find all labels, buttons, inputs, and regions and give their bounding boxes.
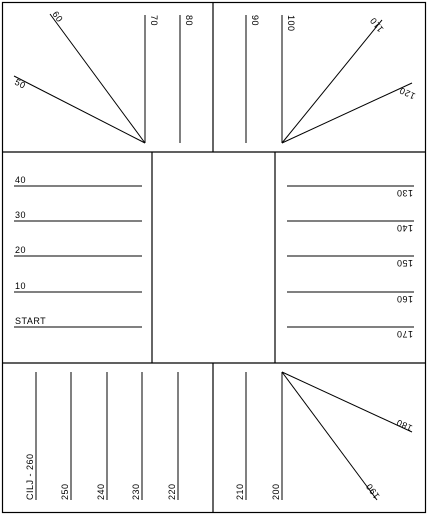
spot-90-label: 90 (250, 15, 260, 27)
spot-170-label: 170 (396, 329, 413, 339)
spot-110-label: 110 (367, 15, 386, 35)
spot-120-line (282, 83, 412, 143)
spot-60-label: 60 (50, 9, 65, 25)
spot-230-label: 230 (131, 483, 141, 500)
bottom-right-quadrant (235, 372, 414, 501)
spot-210-label: 210 (235, 483, 245, 500)
spot-160-label: 160 (396, 294, 413, 304)
spot-30-label: 30 (15, 210, 27, 220)
top-right-quadrant (246, 15, 417, 143)
finish-260-label: CILJ - 260 (25, 453, 35, 500)
spot-10-label: 10 (15, 281, 27, 291)
spot-240-label: 240 (96, 483, 106, 500)
spot-140-label: 140 (396, 223, 413, 233)
spot-20-label: 20 (15, 245, 27, 255)
right-panel (287, 186, 414, 339)
spot-200-label: 200 (271, 483, 281, 500)
outer-frame (3, 3, 426, 513)
spot-190-label: 190 (363, 481, 382, 501)
spot-120-label: 120 (397, 85, 417, 102)
spot-190-line (282, 372, 377, 500)
spot-110-line (282, 20, 382, 143)
spot-130-label: 130 (396, 188, 413, 198)
bottom-left-quadrant (25, 372, 178, 500)
spot-180-label: 180 (394, 417, 414, 434)
left-panel (14, 175, 142, 327)
spot-70-label: 70 (149, 15, 159, 27)
spot-50-line (14, 76, 145, 143)
spot-250-label: 250 (60, 483, 70, 500)
spot-80-label: 80 (184, 15, 194, 27)
spot-60-line (50, 14, 145, 143)
spot-180-line (282, 372, 412, 432)
start-label: START (15, 316, 47, 326)
spot-50-label: 50 (13, 76, 28, 91)
spot-100-label: 100 (286, 15, 296, 32)
spot-150-label: 150 (396, 258, 413, 268)
spot-40-label: 40 (15, 175, 27, 185)
top-left-quadrant (13, 9, 194, 143)
spot-220-label: 220 (167, 483, 177, 500)
